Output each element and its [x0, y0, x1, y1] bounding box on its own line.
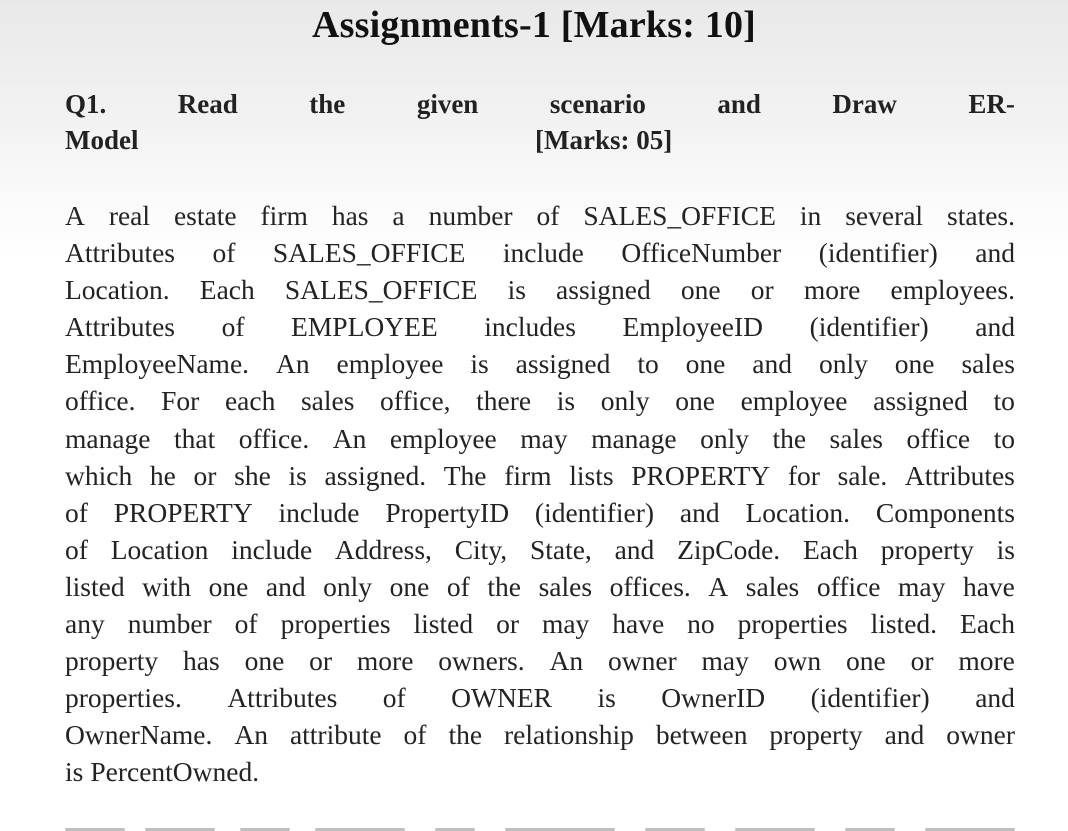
paragraph-word: owners. [438, 645, 525, 677]
paragraph-word: City, [454, 533, 508, 565]
paragraph-word: more [803, 274, 861, 306]
paragraph-line [65, 642, 1015, 679]
paragraph-word: sales [538, 570, 593, 602]
paragraph-word: one [208, 570, 249, 602]
paragraph-word: employee [336, 348, 444, 380]
paragraph-word: assigned [556, 274, 651, 306]
paragraph-word: OfficeNumber [621, 237, 782, 269]
question-word: Q1. [65, 89, 107, 119]
paragraph-word: EmployeeID [622, 311, 764, 343]
paragraph-word: one [846, 645, 886, 677]
paragraph-word: more [958, 645, 1015, 677]
paragraph-word: a [392, 200, 405, 231]
paragraph-word: which [65, 459, 133, 491]
question-line-1 [65, 86, 1015, 122]
paragraph-word: and [265, 570, 306, 602]
paragraph-word: no [687, 608, 715, 640]
paragraph-word: is [556, 385, 576, 417]
paragraph-line [65, 420, 1015, 457]
paragraph-word: (identifier) [810, 682, 930, 714]
paragraph-word: (identifier) [534, 496, 655, 528]
paragraph-word: is [288, 459, 307, 491]
paragraph-word: only [323, 570, 373, 602]
paragraph-word: An [332, 422, 367, 454]
paragraph-word: sales [745, 570, 800, 602]
paragraph-word: assigned [873, 385, 968, 417]
paragraph-word: of [212, 237, 236, 269]
paragraph-word: to [993, 385, 1015, 417]
paragraph-word: firm [504, 459, 552, 491]
paragraph-word: is [597, 682, 616, 714]
paragraph-word: sales [829, 422, 883, 454]
paragraph-word: A [65, 200, 85, 231]
paragraph-word: between [655, 719, 748, 751]
paragraph-word: may [898, 570, 946, 602]
paragraph-word: one [389, 570, 430, 602]
question-heading [65, 86, 1015, 158]
question-marks: [Marks: 05] [535, 125, 673, 155]
question-word: given [416, 89, 479, 119]
paragraph-word: more [356, 645, 414, 677]
paragraph-word: A [708, 570, 729, 602]
paragraph-word: PROPERTY [631, 459, 771, 491]
paragraph-word: property [769, 719, 863, 751]
paragraph-word: of [234, 608, 258, 640]
paragraph-word: (identifier) [809, 311, 929, 343]
paragraph-word: (identifier) [818, 237, 938, 269]
paragraph-word: several [845, 200, 924, 231]
paragraph-word: includes [484, 311, 576, 343]
paragraph-word: attribute [289, 719, 382, 751]
paragraph-word: one [685, 348, 726, 380]
paragraph-word: Attributes [65, 311, 175, 343]
paragraph-word: the [448, 719, 483, 751]
scenario-paragraph [65, 197, 1015, 791]
paragraph-word: and [752, 348, 793, 380]
paragraph-word: is [996, 533, 1015, 565]
paragraph-word: and [614, 533, 655, 565]
paragraph-word: Attributes [227, 682, 338, 714]
question-model-word: Model [65, 125, 139, 155]
paragraph-word: office [906, 422, 971, 454]
paragraph-word: properties. [65, 682, 182, 714]
paragraph-word: that [174, 422, 216, 454]
paragraph-word: SALES_OFFICE [272, 237, 466, 269]
paragraph-word: the [487, 570, 521, 602]
paragraph-word: or [910, 645, 934, 677]
paragraph-word: she [234, 459, 271, 491]
paragraph-word: only [600, 385, 650, 417]
paragraph-word: Attributes [904, 459, 1015, 491]
paragraph-word: OWNER [451, 682, 552, 714]
paragraph-line [65, 308, 1015, 345]
paragraph-word: EMPLOYEE [291, 311, 438, 343]
paragraph-word: number [428, 200, 513, 231]
paragraph-word: property [65, 645, 159, 677]
next-line-cutoff [65, 822, 1015, 831]
paragraph-word: may [520, 422, 568, 454]
paragraph-word: For [161, 385, 200, 417]
paragraph-word: office. [238, 422, 310, 454]
paragraph-word: employee [389, 422, 497, 454]
paragraph-word: assigned [515, 348, 611, 380]
paragraph-word: listed. [870, 608, 938, 640]
paragraph-word: he [149, 459, 176, 491]
paragraph-word: Each [802, 533, 858, 565]
paragraph-word: has [183, 645, 220, 677]
question-word: ER- [968, 89, 1015, 119]
paragraph-word: one [680, 274, 721, 306]
page-title: Assignments-1 [Marks: 10] [311, 4, 757, 46]
paragraph-word: one [675, 385, 715, 417]
paragraph-word: with [142, 570, 192, 602]
paragraph-word: may [541, 608, 590, 640]
paragraph-line [65, 753, 1015, 790]
paragraph-line [65, 679, 1015, 716]
paragraph-word: of [403, 719, 427, 751]
paragraph-line [65, 716, 1015, 753]
paragraph-word: An [275, 348, 310, 380]
paragraph-word: firm [260, 200, 308, 231]
paragraph-word: lists [569, 459, 614, 491]
paragraph-word: of [446, 570, 470, 602]
paragraph-word: number [127, 608, 212, 640]
paragraph-word: Attributes [65, 237, 175, 269]
paragraph-word: and [884, 719, 925, 751]
paragraph-word: State, [529, 533, 592, 565]
paragraph-word: include [502, 237, 584, 269]
question-word: the [309, 89, 346, 119]
paragraph-word: has [331, 200, 369, 231]
paragraph-word: and [679, 496, 720, 528]
paragraph-line [65, 568, 1015, 605]
paragraph-word: or [496, 608, 519, 640]
paragraph-word: sales [961, 348, 1015, 380]
paragraph-word: PercentOwned. [90, 756, 260, 788]
paragraph-word: An [234, 719, 268, 751]
paragraph-word: of [65, 533, 88, 565]
paragraph-line [65, 531, 1015, 568]
paragraph-line [65, 345, 1015, 382]
paragraph-word: to [993, 422, 1015, 454]
paragraph-word: properties [737, 608, 848, 640]
paragraph-word: PROPERTY [113, 496, 253, 528]
paragraph-word: office, [380, 385, 451, 417]
paragraph-word: include [231, 533, 313, 565]
question-word: scenario [549, 89, 646, 119]
paragraph-line [65, 494, 1015, 531]
paragraph-word: have [612, 608, 665, 640]
paragraph-word: office [816, 570, 881, 602]
paragraph-word: or [309, 645, 333, 677]
paragraph-word: sales [300, 385, 355, 417]
paragraph-word: employees. [890, 274, 1015, 306]
paragraph-word: manage [65, 422, 151, 454]
paragraph-word: OwnerName. [65, 719, 213, 751]
paragraph-word: SALES_OFFICE [284, 274, 478, 306]
paragraph-word: Components [875, 496, 1015, 528]
paragraph-word: real [108, 200, 151, 231]
paragraph-word: one [244, 645, 285, 677]
paragraph-word: OwnerID [661, 682, 766, 714]
paragraph-line [65, 457, 1015, 494]
paragraph-word: Location. [65, 274, 170, 306]
paragraph-word: there [476, 385, 532, 417]
paragraph-line [65, 234, 1015, 271]
paragraph-word: Address, [334, 533, 432, 565]
paragraph-word: to [637, 348, 659, 380]
paragraph-word: listed [413, 608, 474, 640]
paragraph-word: each [224, 385, 276, 417]
paragraph-word: property [880, 533, 974, 565]
paragraph-word: and [975, 682, 1015, 714]
paragraph-word: one [894, 348, 935, 380]
paragraph-word: of [65, 496, 88, 528]
paragraph-word: manage [591, 422, 677, 454]
paragraph-word: estate [173, 200, 237, 231]
paragraph-word: EmployeeName. [65, 348, 250, 380]
paragraph-word: owner [607, 645, 677, 677]
paragraph-word: only [700, 422, 749, 454]
paragraph-word: in [799, 200, 822, 231]
paragraph-word: and [975, 237, 1015, 269]
question-word: Read [177, 89, 238, 119]
paragraph-word: Location. [745, 496, 851, 528]
paragraph-word: Each [199, 274, 255, 306]
paragraph-word: is [65, 756, 84, 788]
paragraph-word: states. [947, 200, 1015, 231]
paragraph-word: owner [946, 719, 1015, 751]
paragraph-word: of [221, 311, 245, 343]
paragraph-word: properties [280, 608, 391, 640]
paragraph-word: relationship [504, 719, 634, 751]
question-word: and [717, 89, 761, 119]
paragraph-line [65, 197, 1015, 234]
paragraph-word: ZipCode. [677, 533, 781, 565]
paragraph-word: may [701, 645, 749, 677]
paragraph-word: employee [740, 385, 848, 417]
question-word: Draw [832, 89, 897, 119]
paragraph-word: An [549, 645, 584, 677]
paragraph-word: offices. [609, 570, 691, 602]
paragraph-word: is [470, 348, 489, 380]
paragraph-line [65, 605, 1015, 642]
paragraph-word: of [536, 200, 560, 231]
paragraph-word: sale. [837, 459, 888, 491]
paragraph-word: The [443, 459, 487, 491]
paragraph-line [65, 271, 1015, 308]
paragraph-word: Location [110, 533, 209, 565]
paragraph-word: for [787, 459, 820, 491]
paragraph-word: any [65, 608, 105, 640]
paragraph-word: listed [65, 570, 125, 602]
paragraph-word: Each [960, 608, 1015, 640]
paragraph-word: is [507, 274, 526, 306]
paragraph-word: the [772, 422, 807, 454]
paragraph-word: only [818, 348, 868, 380]
paragraph-word: have [962, 570, 1015, 602]
paragraph-word: or [750, 274, 774, 306]
paragraph-word: assigned. [324, 459, 427, 491]
paragraph-word: PropertyID [385, 496, 510, 528]
paragraph-line [65, 382, 1015, 419]
paragraph-word: SALES_OFFICE [583, 200, 776, 231]
paragraph-word: office. [65, 385, 136, 417]
paragraph-word: of [382, 682, 406, 714]
paragraph-word: or [193, 459, 217, 491]
paragraph-word: include [278, 496, 360, 528]
paragraph-word: own [773, 645, 822, 677]
paragraph-word: and [975, 311, 1015, 343]
question-line-2 [65, 122, 1015, 158]
